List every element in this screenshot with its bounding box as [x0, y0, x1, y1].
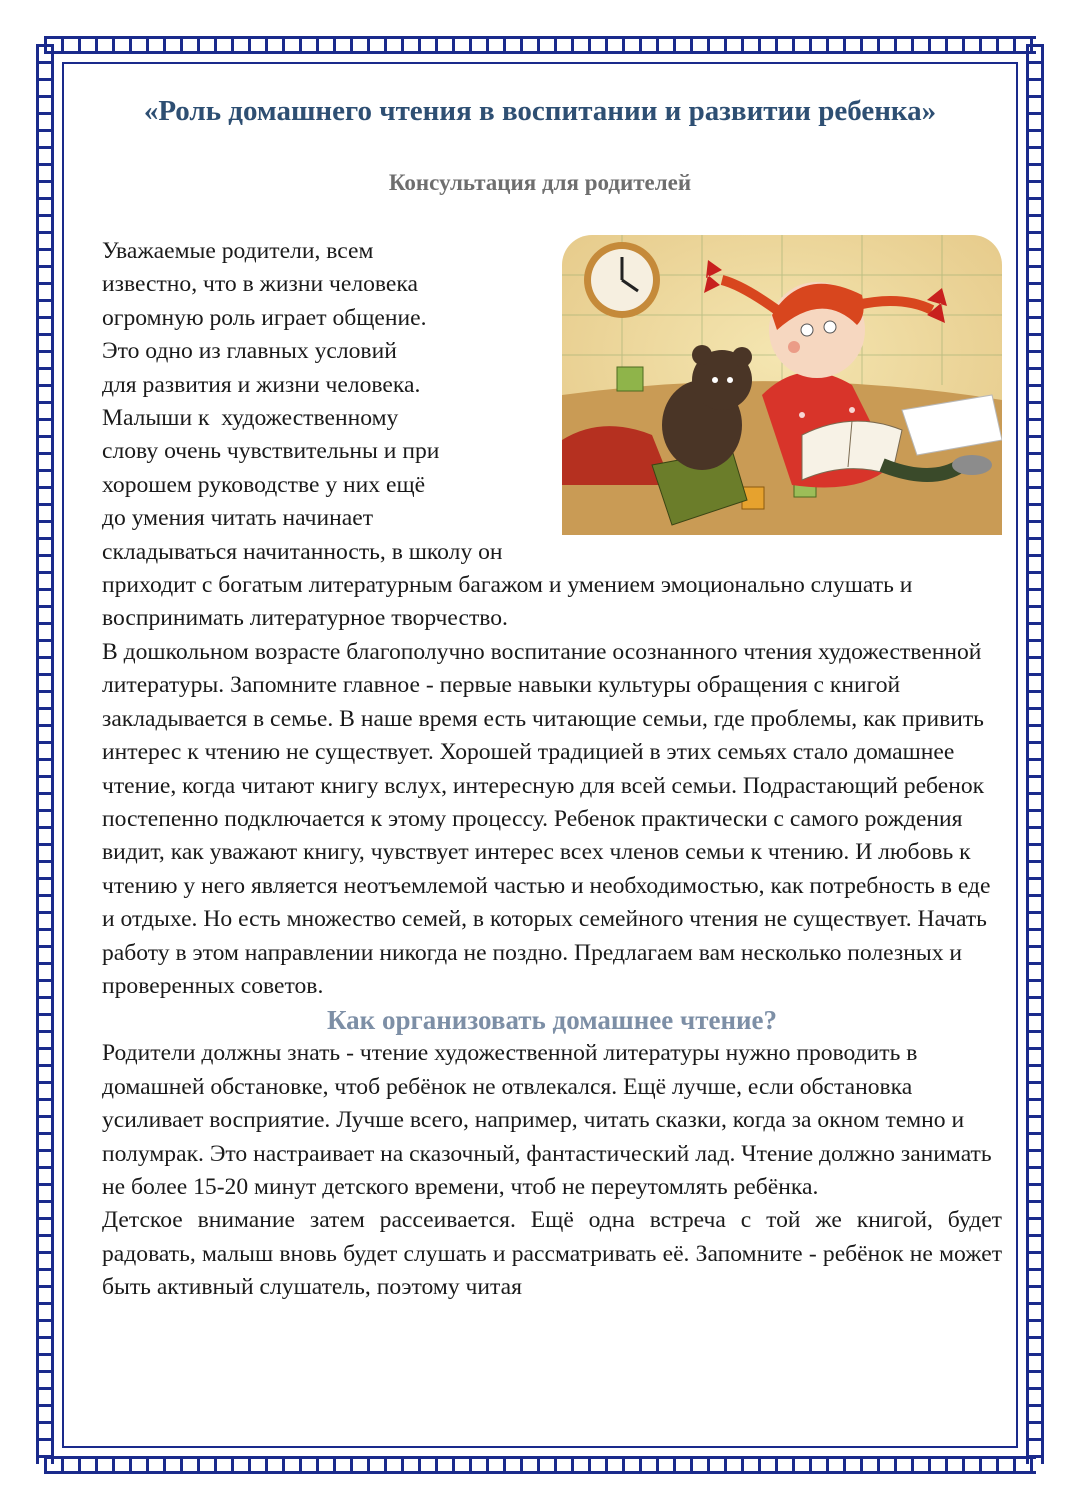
border-top — [44, 36, 1036, 54]
page-subtitle: Консультация для родителей — [388, 170, 692, 195]
intro-line: для развития и жизни человека. — [102, 371, 421, 398]
girl-reading-book-illustration — [562, 235, 1002, 535]
intro-paragraph-continuation: складываться начитанность, в школу он приходит с богатым литературным багажом и умением эмоционально слушать и воспринимать литературное творчество. — [102, 538, 913, 632]
intro-line: Малыши к художественному — [102, 405, 399, 432]
intro-line: известно, что в жизни человека — [102, 271, 418, 298]
paragraph-attention: Детское внимание затем рассеивается. Ещё одна встреча с той же книгой, будет радовать, малыш вновь будет слушать и рассматривать её. Запомните - ребёнок не может быть активный слушатель, поэтому читая — [102, 1207, 1002, 1301]
intro-line: Это одно из главных условий — [102, 338, 397, 365]
paragraph-home-reading: Родители должны знать - чтение художественной литературы нужно проводить в домашней обстановке, чтоб ребёнок не отвлекался. Ещё лучше, если обстановка усиливает восприятие. Лучше всего, например, читать сказки, когда за окном темно и полумрак. Это настраивает на сказочный, фантастический лад. Чтение должно занимать не более 15-20 минут детского времени, чтоб не переутомлять ребёнка. — [102, 1040, 992, 1200]
intro-line: Уважаемые родители, всем — [102, 238, 374, 264]
article-body — [102, 235, 1002, 1305]
border-left — [36, 44, 54, 1464]
paragraph-family-reading: В дошкольном возрасте благополучно воспитание осознанного чтения художественной литературы. Запомните главное - первые навыки культуры обращения с книгой закладывается в семье. В наше время есть читающие семьи, где проблемы, как привить интерес к чтению не существует. Хорошей традицией в этих семьях стало домашнее чтение, когда читают книгу вслух, интересную для всей семьи. Подрастающий ребенок постепенно подключается к этому процессу. Ребенок практически с самого рождения видит, как уважают книгу, чувствует интерес всех членов семьи к чтению. И любовь к чтению у него является неотъемлемой частью и необходимостью, как потребность в еде и отдыхе. Но есть множество семей, в которых семейного чтения не существует. Начать работу в этом направлении никогда не поздно. Предлагаем вам несколько полезных и проверенных советов. — [102, 638, 991, 999]
illustration-svg — [562, 235, 1002, 535]
border-bottom — [44, 1456, 1036, 1474]
intro-line: огромную роль играет общение. — [102, 304, 427, 331]
section-heading: Как организовать домашнее чтение? — [326, 1005, 778, 1036]
intro-line: до умения читать начинает — [102, 505, 374, 532]
intro-line: слову очень чувствительны и при — [102, 438, 440, 465]
border-right — [1026, 44, 1044, 1464]
page-title: «Роль домашнего чтения в воспитании и развитии ребенка» — [143, 95, 937, 127]
intro-line: хорошем руководстве у них ещё — [102, 471, 426, 498]
